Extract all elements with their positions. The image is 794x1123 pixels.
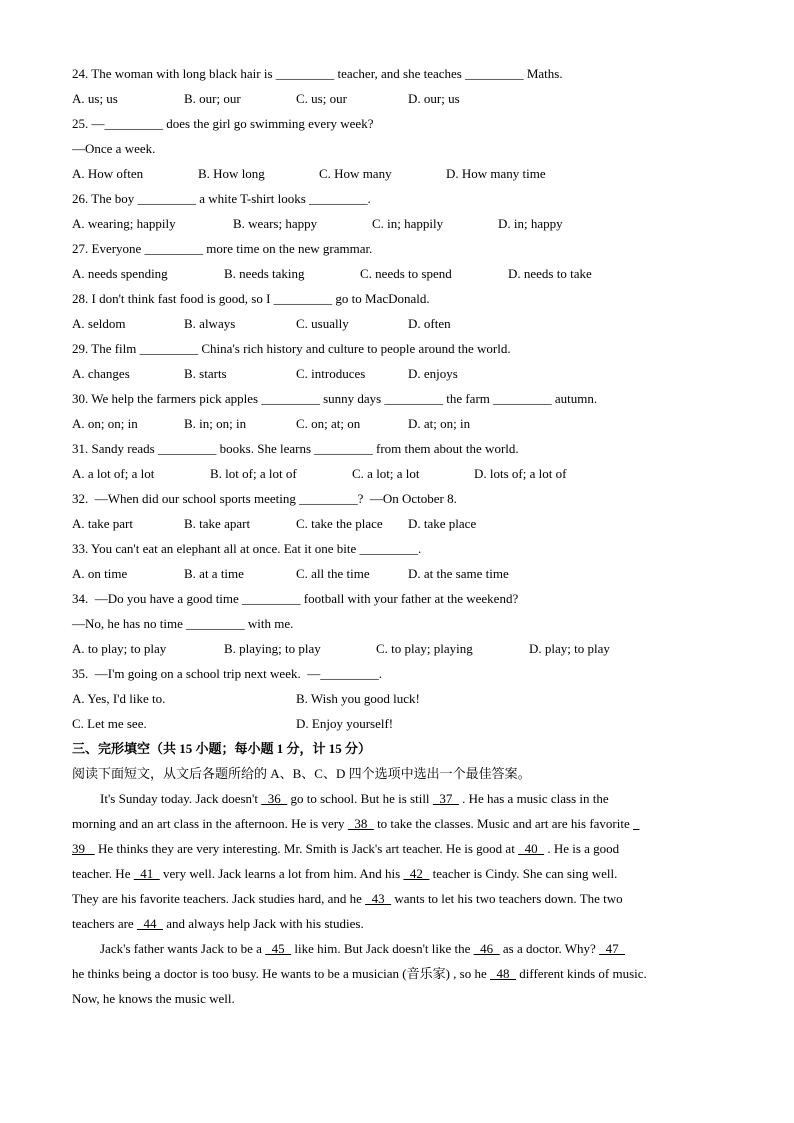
question-30-option-c: C. on; at; on bbox=[296, 416, 361, 431]
question-26-option-a: A. wearing; happily bbox=[72, 216, 176, 231]
question-29-stem: 29. The film _________ China's rich history and culture to people around the world. bbox=[72, 341, 511, 356]
question-31-option-b: B. lot of; a lot of bbox=[210, 466, 297, 481]
question-31-option-d: D. lots of; a lot of bbox=[474, 466, 567, 481]
question-32-option-c: C. take the place bbox=[296, 516, 383, 531]
blank-38: 38 bbox=[347, 816, 374, 831]
passage-line-7: Jack's father wants Jack to be a 45 like him. But Jack doesn't like the 46 as a doctor. Why? 47 bbox=[100, 941, 626, 956]
question-24-option-d: D. our; us bbox=[408, 91, 460, 106]
question-27-option-d: D. needs to take bbox=[508, 266, 592, 281]
blank-43: 43 bbox=[365, 891, 392, 906]
question-34-option-d: D. play; to play bbox=[529, 641, 610, 656]
question-30-stem: 30. We help the farmers pick apples _________ sunny days _________ the farm _________ autumn. bbox=[72, 391, 598, 406]
question-28-option-a: A. seldom bbox=[72, 316, 126, 331]
passage-line-5: They are his favorite teachers. Jack studies hard, and he 43 wants to let his two teachers down. The two bbox=[72, 891, 623, 906]
question-30-option-d: D. at; on; in bbox=[408, 416, 471, 431]
question-26-option-c: C. in; happily bbox=[372, 216, 444, 231]
blank-36: 36 bbox=[261, 791, 288, 806]
blank-45: 45 bbox=[265, 941, 292, 956]
question-27-option-a: A. needs spending bbox=[72, 266, 168, 281]
blank-47: 47 bbox=[599, 941, 626, 956]
question-27-stem: 27. Everyone _________ more time on the new grammar. bbox=[72, 241, 373, 256]
question-33-option-d: D. at the same time bbox=[408, 566, 509, 581]
question-25-option-a: A. How often bbox=[72, 166, 144, 181]
blank-39-start bbox=[633, 816, 640, 831]
question-34-option-c: C. to play; playing bbox=[376, 641, 473, 656]
blank-41: 41 bbox=[133, 866, 160, 881]
section-heading: 三、完形填空（共 15 小题；每小题 1 分，计 15 分） bbox=[72, 741, 372, 756]
question-25-stem: 25. —_________ does the girl go swimming every week? bbox=[72, 116, 374, 131]
blank-44: 44 bbox=[136, 916, 163, 931]
question-33-option-c: C. all the time bbox=[296, 566, 370, 581]
question-34-option-a: A. to play; to play bbox=[72, 641, 167, 656]
question-31-option-c: C. a lot; a lot bbox=[352, 466, 420, 481]
question-29-option-d: D. enjoys bbox=[408, 366, 458, 381]
question-25-reply: —Once a week. bbox=[72, 141, 156, 156]
question-32-option-a: A. take part bbox=[72, 516, 134, 531]
question-24-stem: 24. The woman with long black hair is _________ teacher, and she teaches _________ Maths. bbox=[72, 66, 563, 81]
blank-48: 48 bbox=[489, 966, 516, 981]
question-32-option-d: D. take place bbox=[408, 516, 477, 531]
blank-40: 40 bbox=[518, 841, 545, 856]
passage-line-4: teacher. He 41 very well. Jack learns a lot from him. And his 42 teacher is Cindy. She can sing well. bbox=[72, 866, 618, 881]
question-30-option-a: A. on; on; in bbox=[72, 416, 138, 431]
question-25-option-d: D. How many time bbox=[446, 166, 546, 181]
question-34-reply: —No, he has no time _________ with me. bbox=[72, 616, 294, 631]
question-24-option-c: C. us; our bbox=[296, 91, 347, 106]
question-33-option-a: A. on time bbox=[72, 566, 128, 581]
passage-line-2: morning and an art class in the afternoon. He is very 38 to take the classes. Music and art are his favorite bbox=[72, 816, 640, 832]
blank-37: 37 bbox=[432, 791, 459, 806]
question-35-option-a: A. Yes, I'd like to. bbox=[72, 691, 166, 706]
section-instruction: 阅读下面短文，从文后各题所给的 A、B、C、D 四个选项中选出一个最佳答案。 bbox=[72, 766, 531, 781]
question-29-option-a: A. changes bbox=[72, 366, 130, 381]
blank-46: 46 bbox=[473, 941, 500, 956]
question-24-option-a: A. us; us bbox=[72, 91, 118, 106]
question-28-stem: 28. I don't think fast food is good, so I _________ go to MacDonald. bbox=[72, 291, 430, 306]
question-35-option-d: D. Enjoy yourself! bbox=[296, 716, 394, 731]
question-25-option-c: C. How many bbox=[319, 166, 392, 181]
question-25-option-b: B. How long bbox=[198, 166, 265, 181]
question-35-stem: 35. —I'm going on a school trip next week. —_________. bbox=[72, 666, 382, 681]
question-35-option-b: B. Wish you good luck! bbox=[296, 691, 420, 706]
question-29-option-c: C. introduces bbox=[296, 366, 366, 381]
passage-line-9: Now, he knows the music well. bbox=[72, 991, 235, 1006]
question-34-stem: 34. —Do you have a good time _________ football with your father at the weekend? bbox=[72, 591, 519, 606]
question-28-option-b: B. always bbox=[184, 316, 236, 331]
question-26-stem: 26. The boy _________ a white T-shirt looks _________. bbox=[72, 191, 371, 206]
question-27-option-b: B. needs taking bbox=[224, 266, 305, 281]
question-28-option-d: D. often bbox=[408, 316, 451, 331]
question-26-option-d: D. in; happy bbox=[498, 216, 563, 231]
question-24-option-b: B. our; our bbox=[184, 91, 241, 106]
question-33-stem: 33. You can't eat an elephant all at once. Eat it one bite _________. bbox=[72, 541, 422, 556]
question-26-option-b: B. wears; happy bbox=[233, 216, 318, 231]
blank-39: 39 bbox=[72, 841, 95, 856]
question-31-option-a: A. a lot of; a lot bbox=[72, 466, 155, 481]
question-32-option-b: B. take apart bbox=[184, 516, 251, 531]
passage-line-6: teachers are 44 and always help Jack with his studies. bbox=[72, 916, 364, 931]
blank-42: 42 bbox=[403, 866, 430, 881]
question-28-option-c: C. usually bbox=[296, 316, 349, 331]
passage-line-3: 39 He thinks they are very interesting. Mr. Smith is Jack's art teacher. He is good at 40 . He is a good bbox=[72, 841, 620, 856]
question-27-option-c: C. needs to spend bbox=[360, 266, 452, 281]
question-31-stem: 31. Sandy reads _________ books. She learns _________ from them about the world. bbox=[72, 441, 519, 456]
question-30-option-b: B. in; on; in bbox=[184, 416, 247, 431]
question-32-stem: 32. —When did our school sports meeting _________? —On October 8. bbox=[72, 491, 457, 506]
passage-line-8: he thinks being a doctor is too busy. He wants to be a musician (音乐家) , so he 48 different kinds of music. bbox=[72, 966, 647, 981]
passage-line-1: It's Sunday today. Jack doesn't 36 go to school. But he is still 37 . He has a music class in the bbox=[100, 791, 609, 806]
question-35-option-c: C. Let me see. bbox=[72, 716, 147, 731]
question-29-option-b: B. starts bbox=[184, 366, 227, 381]
question-34-option-b: B. playing; to play bbox=[224, 641, 321, 656]
question-33-option-b: B. at a time bbox=[184, 566, 244, 581]
